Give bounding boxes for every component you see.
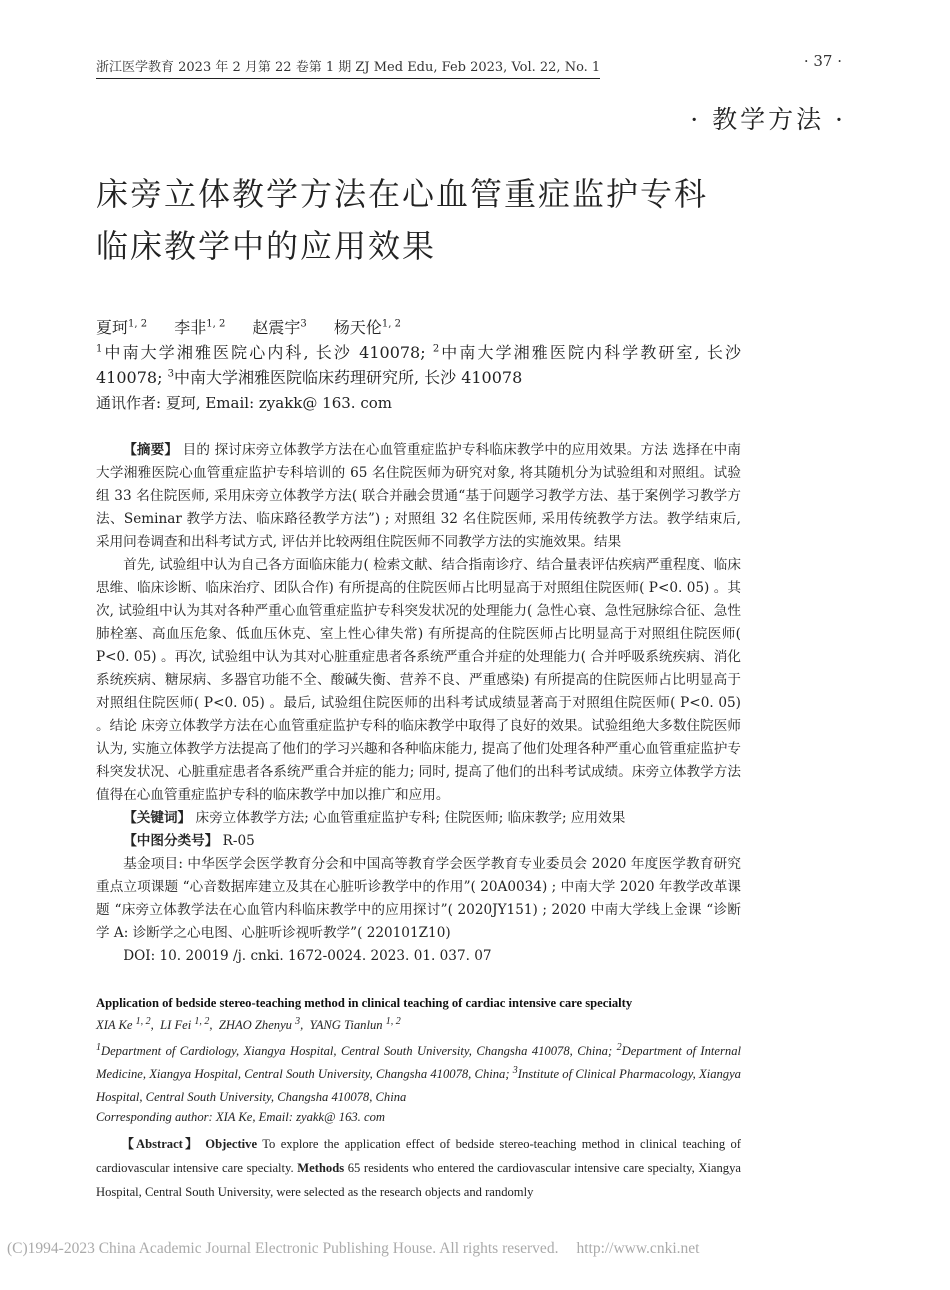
- affiliations: $^1$中南大学湘雅医院心内科, 长沙 410078; $^2$中南大学湘雅医院内科学教研室, 长沙 410078; $^3$中南大学湘雅医院临床药理研究所, 长沙 410078: [96, 343, 741, 387]
- english-title: Application of bedside stereo-teaching method in clinical teaching of cardiac intensive care specialty: [96, 996, 633, 1010]
- classification-number: 【中图分类号】 R-05: [123, 833, 255, 849]
- english-author-list: XIA Ke $^{1, 2}$, LI Fei $^{1, 2}$, ZHAO Zhenyu $^3$, YANG Tianlun $^{1, 2}$: [96, 1015, 401, 1032]
- abstract-paragraph: 首先, 试验组中认为自己各方面临床能力( 检索文献、结合指南诊疗、结合量表评估疾病严重程度、临床思维、临床诊断、临床治疗、团队合作) 有所提高的住院医师占比明显高于对照组住院医师( P<0. 05) 。其次, 试验组中认为其对各种严重心血管重症监护专科突发状况的处理能力( 急性心衰、急性冠脉综合征、急性肺栓塞、高血压危象、低血压休克、室上性心律失常) 有所提高的住院医师占比明显高于对照组住院医师( P<0. 05) 。再次, 试验组中认为其对心脏重症患者各系统严重合并症的处理能力( 合并呼吸系统疾病、消化系统疾病、糖尿病、多器官功能不全、酸碱失衡、营养不良、严重感染) 有所提高的住院医师占比明显高于对照组住院医师( P<0. 05) 。最后, 试验组住院医师的出科考试成绩显著高于对照组住院医师( P<0. 05) 。结论 床旁立体教学方法在心血管重症监护专科的临床教学中取得了良好的效果。试验组绝大多数住院医师认为, 实施立体教学方法提高了他们的学习兴趣和各种临床能力, 提高了他们处理各种严重心血管重症监护专科突发状况、心脏重症患者各系统严重合并症的能力; 同时, 提高了他们的出科考试成绩。床旁立体教学方法值得在心血管重症监护专科的临床教学中加以推广和应用。: [96, 557, 741, 803]
- cnki-url: http://www.cnki.net: [576, 1240, 700, 1257]
- english-affiliations: $^1$Department of Cardiology, Xiangya Hospital, Central South University, Changsha 410078, China; $^2$Department of Internal Medicine, Xiangya Hospital, Central South University, Changsha 410078, China; $^3$Institute of Clinical Pharmacology, Xiangya Hospital, Central South University, Changsha 410078, China: [96, 1041, 741, 1104]
- abstract-paragraph: 【摘要】 目的 探讨床旁立体教学方法在心血管重症监护专科临床教学中的应用效果。方法 选择在中南大学湘雅医院心血管重症监护专科培训的 65 名住院医师为研究对象, 将其随机分为试验组和对照组。试验组 33 名住院医师, 采用床旁立体教学方法( 联合并融会贯通“基于问题学习教学方法、基于案例学习教学方法、Seminar 教学方法、临床路径教学方法”) ; 对照组 32 名住院医师, 采用传统教学方法。教学结束后, 采用问卷调查和出科考试方式, 评估并比较两组住院医师不同教学方法的实施效果。结果: [96, 442, 742, 550]
- abstract-label: 【摘要】: [123, 442, 179, 458]
- copyright-watermark: (C)1994-2023 China Academic Journal Electronic Publishing House. All rights reserved. http://www.cnki.net: [7, 1240, 700, 1257]
- chinese-abstract: [96, 439, 741, 968]
- abstract-paragraph: 【Abstract】 Objective To explore the application effect of bedside stereo-teaching method in clinical teaching of cardiovascular intensive care specialty. Methods 65 residents who entered the cardiovascular intensive care specialty, Xiangya Hospital, Central South University, were selected as the research objects and randomly: [96, 1137, 741, 1199]
- author: 李非$^{1, 2}$: [174, 318, 226, 337]
- page-number: · 37 ·: [803, 52, 842, 70]
- running-header: 浙江医学教育 2023 年 2 月第 22 卷第 1 期 ZJ Med Edu, Feb 2023, Vol. 22, No. 1: [96, 56, 600, 79]
- doi: DOI: 10. 20019 /j. cnki. 1672-0024. 2023. 01. 037. 07: [123, 948, 492, 964]
- author: 赵震宇$^3$: [252, 318, 307, 337]
- title-line-1: 床旁立体教学方法在心血管重症监护专科: [96, 175, 709, 213]
- english-abstract: [96, 1132, 741, 1204]
- corresponding-author: 通讯作者: 夏珂, Email: zyakk@ 163. com: [96, 394, 392, 412]
- article-title: [96, 168, 708, 272]
- author: 杨天伦$^{1, 2}$: [333, 318, 401, 337]
- funding: 基金项目: 中华医学会医学教育分会和中国高等教育学会医学教育专业委员会 2020 年度医学教育研究重点立项课题 “心音数据库建立及其在心脏听诊教学中的作用”( 20A0034) ; 中南大学 2020 年教学改革课题 “床旁立体教学法在心血管内科临床教学中的应用探讨”( 2020JY151) ; 2020 中南大学线上金课 “诊断学 A: 诊断学之心电图、心脏听诊视听教学”( 220101Z10): [96, 856, 741, 941]
- english-corresponding-author: Corresponding author: XIA Ke, Email: zyakk@ 163. com: [96, 1110, 385, 1124]
- author-list: [96, 315, 423, 338]
- keywords: 【关键词】 床旁立体教学方法; 心血管重症监护专科; 住院医师; 临床教学; 应用效果: [123, 810, 626, 826]
- author: 夏珂$^{1, 2}$: [96, 318, 148, 337]
- title-line-2: 临床教学中的应用效果: [96, 227, 437, 265]
- section-label: · 教学方法 ·: [690, 105, 846, 134]
